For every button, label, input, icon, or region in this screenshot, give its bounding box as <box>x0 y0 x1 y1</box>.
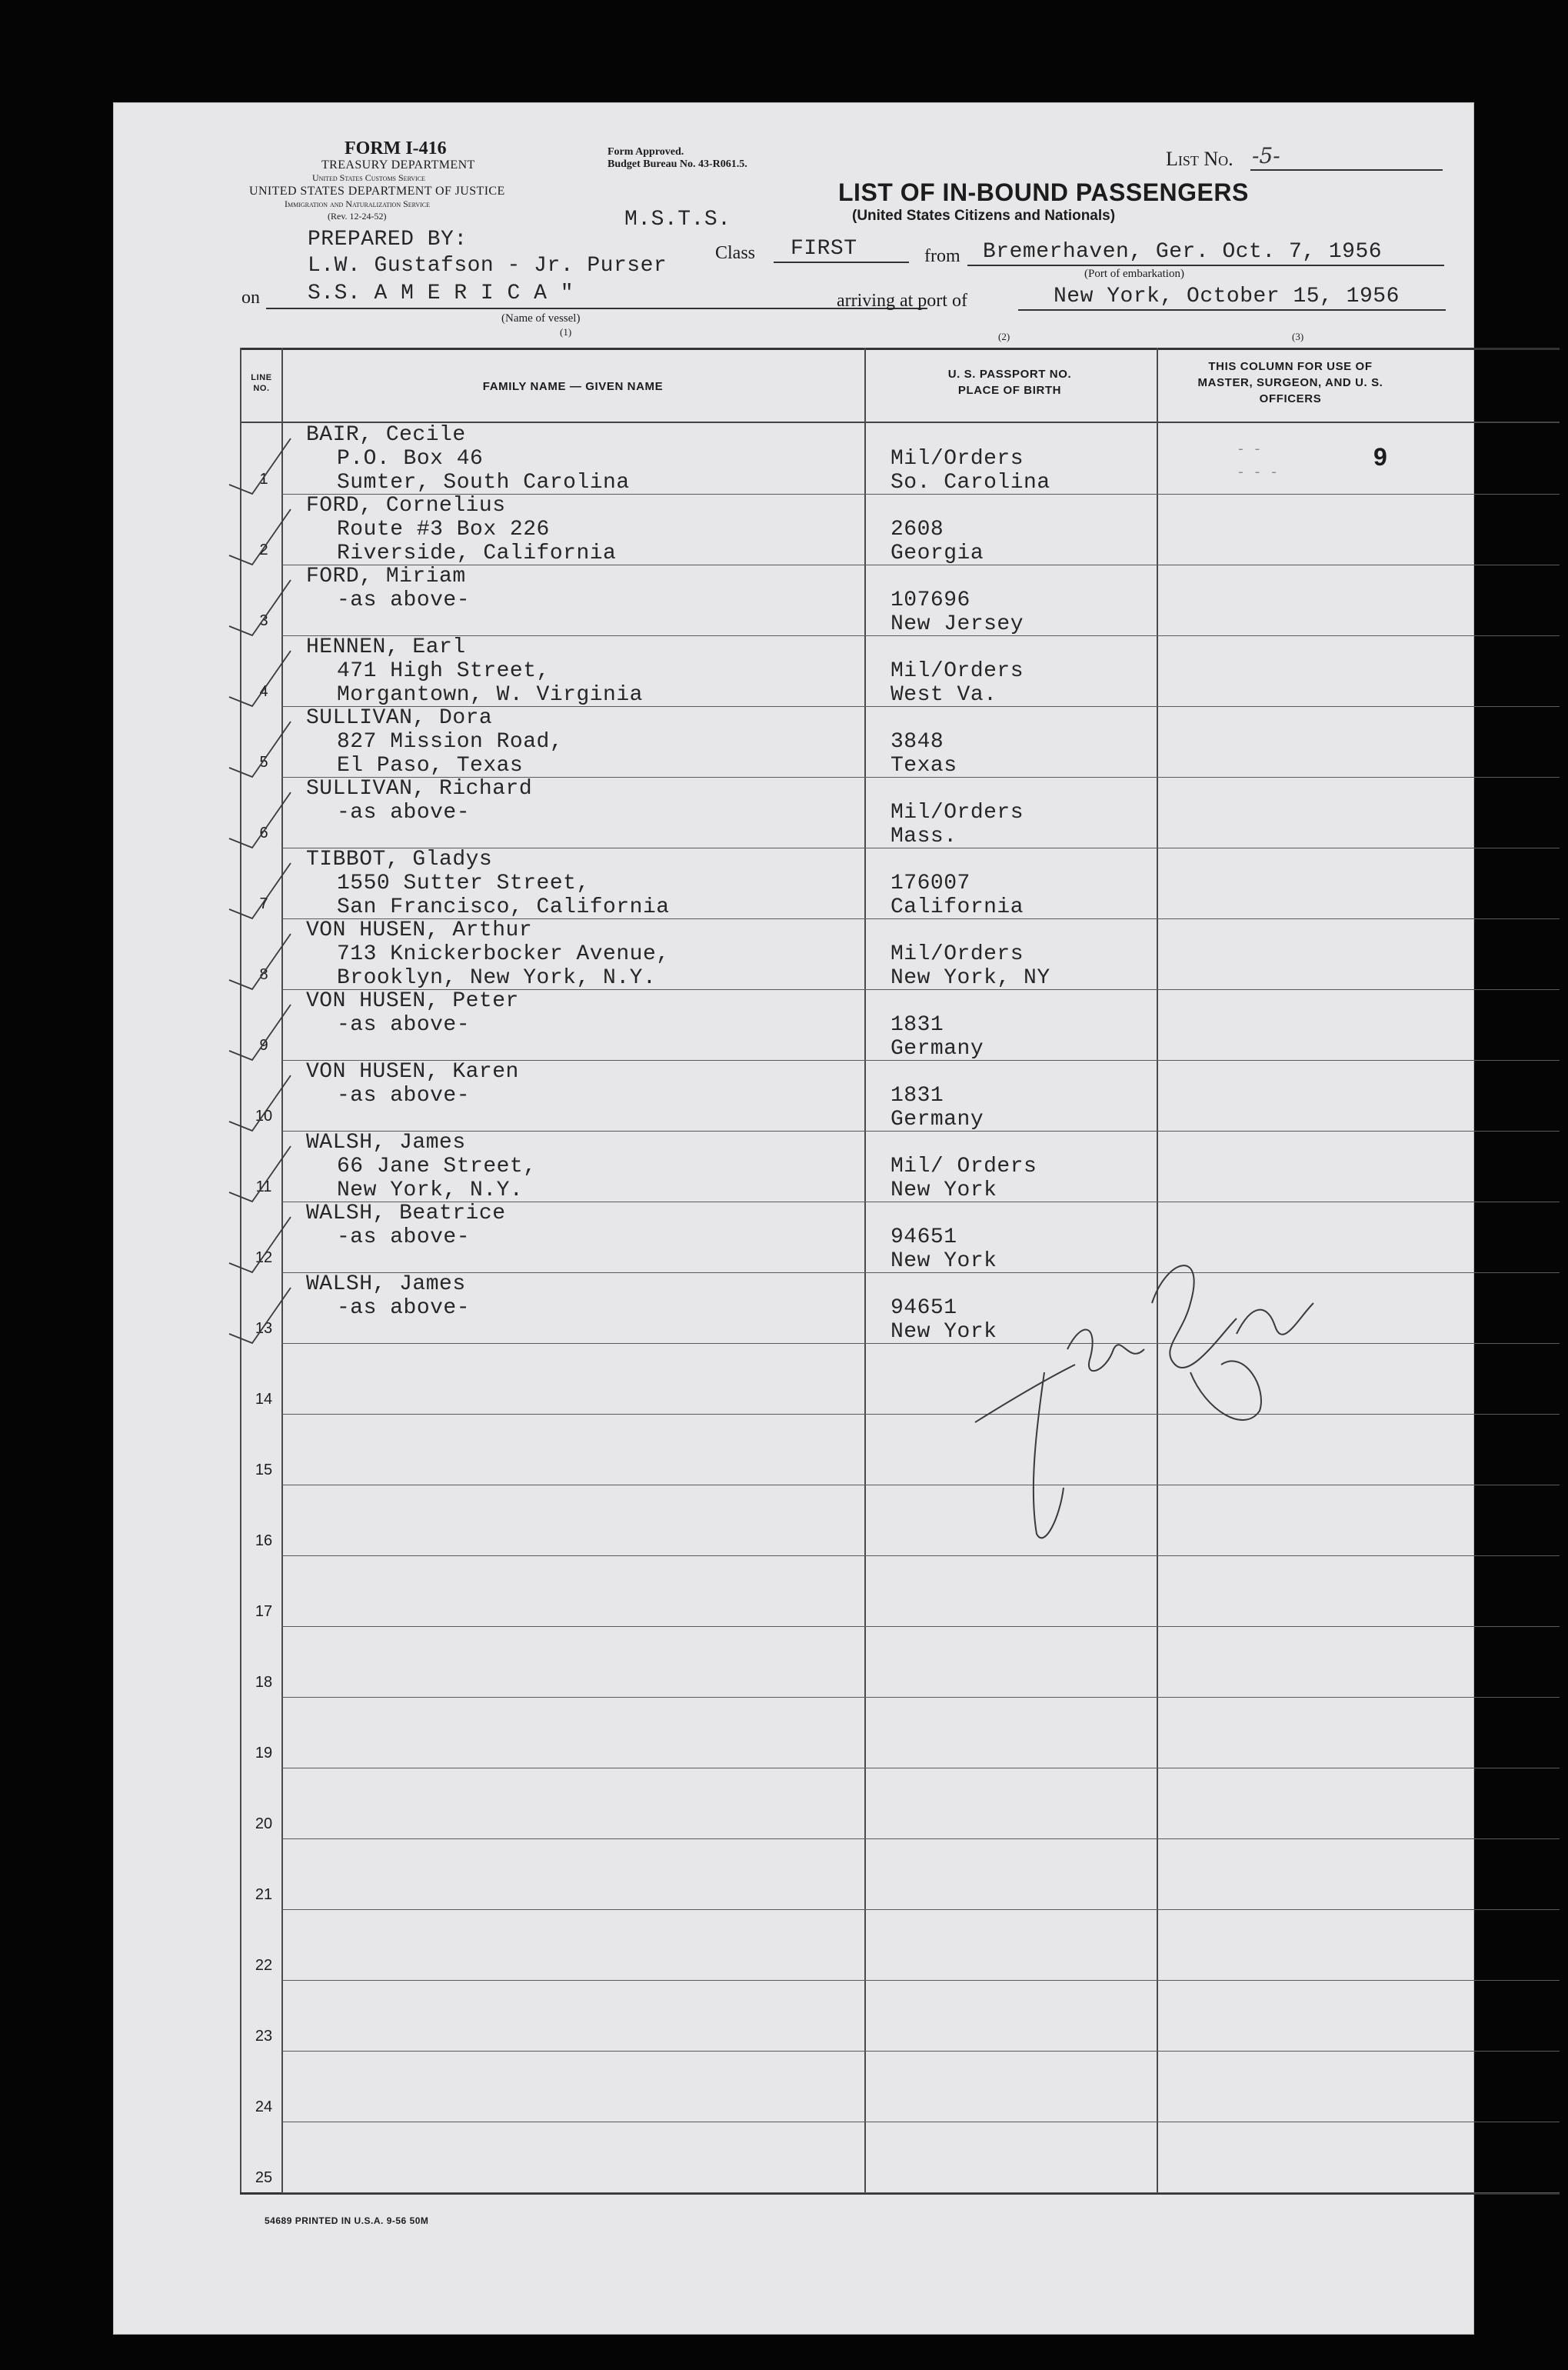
col2-number: (2) <box>998 331 1010 342</box>
passenger-address-line2: Sumter, South Carolina <box>337 471 630 495</box>
printer-footer: 54689 PRINTED IN U.S.A. 9-56 50M <box>265 2215 429 2226</box>
header-passport: U. S. PASSPORT NO. PLACE OF BIRTH <box>947 368 1072 397</box>
list-no-value: -5- <box>1252 143 1280 168</box>
passport-number: 107696 <box>891 588 970 612</box>
passport-number: 94651 <box>891 1296 957 1320</box>
budget-bureau: Budget Bureau No. 43-R061.5. <box>608 158 747 170</box>
header-family-name: FAMILY NAME — GIVEN NAME <box>482 380 664 393</box>
passenger-name: VON HUSEN, Karen <box>306 1060 519 1084</box>
place-of-birth: New Jersey <box>891 612 1024 636</box>
msts-label: M.S.T.S. <box>624 208 731 232</box>
passenger-address-line1: Route #3 Box 226 <box>337 518 550 542</box>
line-number: 21 <box>255 1886 273 1903</box>
passenger-address-line2: Brooklyn, New York, N.Y. <box>337 966 657 990</box>
checkmark <box>229 1288 291 1343</box>
passport-number: 2608 <box>891 518 944 542</box>
passenger-address-line1: 713 Knickerbocker Avenue, <box>337 942 670 966</box>
passenger-address-line1: 1550 Sutter Street, <box>337 872 590 895</box>
on-label: on <box>241 288 260 308</box>
line-number: 6 <box>259 825 268 842</box>
col3-number: (3) <box>1292 331 1304 342</box>
checkmark <box>229 934 291 989</box>
place-of-birth: New York, NY <box>891 966 1050 990</box>
passenger-address-line2: Riverside, California <box>337 542 617 565</box>
manifest-page <box>114 103 1473 2334</box>
checkmark <box>229 438 291 494</box>
passenger-name: SULLIVAN, Dora <box>306 706 493 730</box>
line-number: 16 <box>255 1532 273 1549</box>
line-number: 11 <box>255 1178 272 1195</box>
passport-number: Mil/Orders <box>891 659 1024 683</box>
checkmark <box>229 1146 291 1202</box>
treasury-dept: TREASURY DEPARTMENT <box>321 158 475 172</box>
port-embarkation-label: (Port of embarkation) <box>1084 268 1184 280</box>
checkmark <box>229 1005 291 1060</box>
passenger-address-line2: El Paso, Texas <box>337 754 524 778</box>
checkmark <box>229 651 291 706</box>
line-number: 4 <box>259 683 268 700</box>
place-of-birth: Texas <box>891 754 957 778</box>
checkmark <box>229 1217 291 1272</box>
place-of-birth: New York <box>891 1249 997 1273</box>
line-number: 23 <box>255 2028 273 2045</box>
passenger-name: SULLIVAN, Richard <box>306 777 533 801</box>
line-number: 13 <box>255 1320 273 1337</box>
list-no-label: List No. <box>1166 148 1233 170</box>
passenger-name: VON HUSEN, Arthur <box>306 918 533 942</box>
place-of-birth: Mass. <box>891 825 957 848</box>
passport-number: Mil/Orders <box>891 801 1024 825</box>
passenger-address-line1: 471 High Street, <box>337 659 550 683</box>
passport-number: 3848 <box>891 730 944 754</box>
passenger-address-line1: -as above- <box>337 1296 471 1320</box>
checkmarks-group <box>229 438 291 1343</box>
passenger-name: WALSH, James <box>306 1131 466 1155</box>
place-of-birth: New York <box>891 1178 997 1202</box>
place-of-birth: So. Carolina <box>891 471 1050 495</box>
class-value: FIRST <box>791 237 857 261</box>
vessel-name: S.S. A M E R I C A " <box>308 282 574 305</box>
line-number: 7 <box>259 895 268 912</box>
arriving-value: New York, October 15, 1956 <box>1054 285 1400 308</box>
class-label: Class <box>715 243 756 263</box>
line-number: 1 <box>259 471 268 488</box>
place-of-birth: Georgia <box>891 542 984 565</box>
line-number: 2 <box>259 542 268 558</box>
header-line-no: LINE NO. <box>251 373 272 393</box>
line-number: 5 <box>259 754 268 771</box>
place-of-birth: West Va. <box>891 683 997 707</box>
passport-number: 1831 <box>891 1013 944 1037</box>
prepared-by-label: PREPARED BY: <box>308 228 468 252</box>
officers-count: 9 <box>1373 443 1387 471</box>
passenger-address-line2: New York, N.Y. <box>337 1178 524 1202</box>
passenger-address-line1: -as above- <box>337 1225 471 1249</box>
line-number: 15 <box>255 1462 273 1478</box>
form-subtitle: (United States Citizens and Nationals) <box>852 208 1116 224</box>
from-label: from <box>924 246 960 266</box>
passenger-address-line2: San Francisco, California <box>337 895 670 919</box>
passport-number: Mil/ Orders <box>891 1155 1037 1178</box>
line-number: 24 <box>255 2098 273 2115</box>
line-number: 9 <box>259 1037 268 1054</box>
customs-service: United States Customs Service <box>312 172 425 183</box>
passenger-name: VON HUSEN, Peter <box>306 989 519 1013</box>
line-number: 19 <box>255 1745 273 1762</box>
passport-number: 176007 <box>891 872 970 895</box>
form-number: FORM I-416 <box>345 138 447 158</box>
line-number: 25 <box>255 2169 273 2186</box>
passenger-address-line1: P.O. Box 46 <box>337 447 484 471</box>
line-number: 3 <box>259 612 268 629</box>
line-number: 8 <box>259 966 268 983</box>
header-officers: THIS COLUMN FOR USE OF MASTER, SURGEON, AND U. S. OFFICERS <box>1197 360 1383 405</box>
checkmark <box>229 580 291 635</box>
line-number: 10 <box>255 1108 273 1125</box>
place-of-birth: Germany <box>891 1037 984 1061</box>
annotation-overlay <box>114 103 1473 2334</box>
passport-number: Mil/Orders <box>891 447 1024 471</box>
line-number: 18 <box>255 1674 273 1691</box>
checkmark <box>229 863 291 918</box>
passenger-name: HENNEN, Earl <box>306 635 466 659</box>
passenger-address-line1: -as above- <box>337 588 471 612</box>
passenger-address-line1: 827 Mission Road, <box>337 730 564 754</box>
checkmark <box>229 722 291 777</box>
justice-dept: UNITED STATES DEPARTMENT OF JUSTICE <box>249 185 505 198</box>
passenger-address-line1: -as above- <box>337 1013 471 1037</box>
checkmark <box>229 792 291 848</box>
passenger-name: TIBBOT, Gladys <box>306 848 493 872</box>
line-number: 20 <box>255 1815 273 1832</box>
officers-faint-marks: - - - - - <box>1237 442 1279 481</box>
passenger-address-line2: Morgantown, W. Virginia <box>337 683 643 707</box>
ins-service: Immigration and Naturalization Service <box>285 198 431 209</box>
place-of-birth: California <box>891 895 1024 919</box>
line-number: 17 <box>255 1603 273 1620</box>
place-of-birth: Germany <box>891 1108 984 1132</box>
passenger-name: BAIR, Cecile <box>306 423 466 447</box>
checkmark <box>229 509 291 565</box>
prepared-by-value: L.W. Gustafson - Jr. Purser <box>308 254 667 278</box>
from-value: Bremerhaven, Ger. Oct. 7, 1956 <box>983 240 1383 264</box>
line-number: 12 <box>255 1249 273 1266</box>
line-number: 14 <box>255 1391 273 1408</box>
passenger-name: WALSH, Beatrice <box>306 1202 506 1225</box>
form-title: LIST OF IN-BOUND PASSENGERS <box>838 178 1249 206</box>
revision: (Rev. 12-24-52) <box>328 211 387 222</box>
passport-number: 94651 <box>891 1225 957 1249</box>
vessel-label: (Name of vessel) <box>501 312 581 325</box>
col1-number: (1) <box>560 326 572 338</box>
passenger-address-line1: 66 Jane Street, <box>337 1155 537 1178</box>
form-approved: Form Approved. <box>608 146 684 158</box>
passenger-address-line1: -as above- <box>337 1084 471 1108</box>
passenger-address-line1: -as above- <box>337 801 471 825</box>
line-number: 22 <box>255 1957 273 1974</box>
checkmark <box>229 1075 291 1131</box>
passenger-name: FORD, Miriam <box>306 565 466 588</box>
passenger-name: FORD, Cornelius <box>306 494 506 518</box>
passport-number: 1831 <box>891 1084 944 1108</box>
place-of-birth: New York <box>891 1320 997 1344</box>
arriving-label: arriving at port of <box>837 291 967 311</box>
handwritten-signature <box>975 1265 1313 1538</box>
passport-number: Mil/Orders <box>891 942 1024 966</box>
passenger-name: WALSH, James <box>306 1272 466 1296</box>
